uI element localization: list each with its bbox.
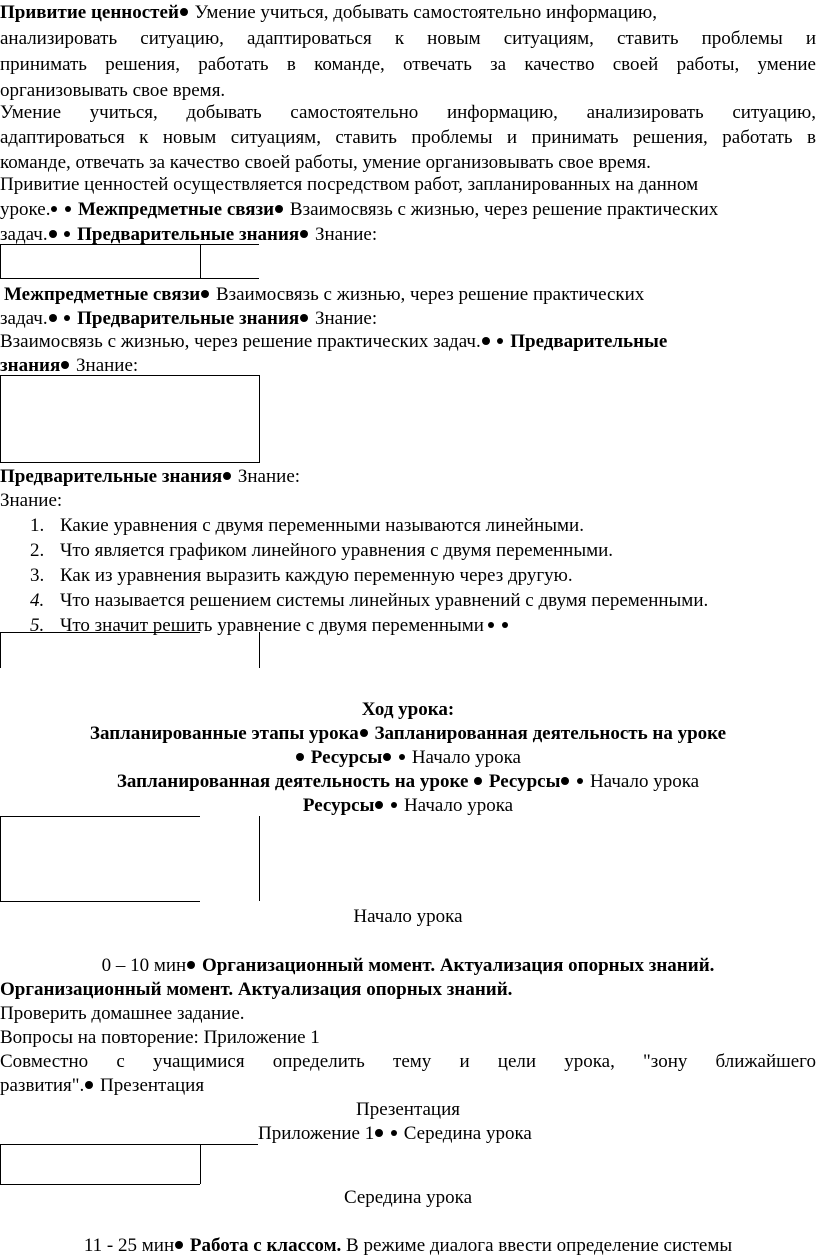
bullet-icon	[223, 472, 231, 480]
bullet-icon	[65, 206, 71, 212]
presentation-heading: Презентация	[355, 1099, 461, 1120]
bullet-icon	[64, 231, 70, 237]
item-text: Как из уравнения выразить каждую переменную через другую.	[60, 565, 573, 586]
bullet-icon	[482, 337, 490, 345]
stage2-heading	[0, 1233, 816, 1259]
list-item	[30, 588, 708, 613]
table-line	[0, 1144, 258, 1145]
table-line	[0, 1144, 1, 1184]
stage1-heading	[0, 953, 816, 979]
table-line	[0, 901, 200, 902]
p4-text-2a: задач.	[0, 308, 48, 329]
resources-label: Ресурсы	[310, 747, 383, 768]
table-line	[0, 244, 259, 245]
activity-label: Запланированная деятельность на уроке	[374, 723, 727, 744]
p1-line-1	[0, 0, 816, 26]
list-item	[30, 563, 708, 588]
table-line	[200, 1144, 201, 1184]
bullet-icon	[51, 206, 57, 212]
p6-line-2: Знание:	[0, 490, 63, 511]
table-line	[200, 244, 201, 278]
prior-knowledge-label: Предварительные знания	[0, 466, 223, 487]
course-row-3	[0, 769, 816, 795]
p3-text-2a: уроке.	[0, 199, 51, 220]
lesson-start-text: Начало урока	[403, 795, 514, 816]
p2-line-1: Умение учиться, добывать самостоятельно информацию, анализировать ситуацию,	[0, 102, 816, 123]
p5-text-1a: Взаимосвязь с жизнью, через решение практических задач.	[0, 331, 481, 352]
course-title-text: Ход урока:	[361, 699, 455, 720]
bullet-icon	[180, 8, 188, 16]
bullet-icon	[175, 1241, 183, 1249]
bullet-icon	[577, 778, 583, 784]
bullet-icon	[49, 314, 57, 322]
p3-text-3a: задач.	[0, 224, 48, 245]
table-line	[0, 632, 1, 668]
bullet-icon	[488, 622, 494, 628]
p3-line-1: Привитие ценностей осуществляется посредством работ, запланированных на данном	[0, 174, 699, 195]
activity-label: Запланированная деятельность на уроке	[116, 771, 469, 792]
prior-knowledge-label: Предварительные знания	[77, 224, 300, 245]
lesson-start-text: Начало урока	[411, 747, 521, 768]
p3-line-2	[0, 197, 816, 223]
lesson-start-heading: Начало урока	[353, 906, 463, 927]
values-label: Привитие ценностей	[0, 2, 179, 23]
table-line	[0, 632, 200, 633]
bullet-icon	[375, 1129, 383, 1137]
table-line	[0, 816, 1, 901]
stage2-text: В режиме диалога ввести определение системы	[346, 1235, 733, 1256]
bullet-icon	[474, 777, 482, 785]
lesson-start-text: Начало урока	[589, 771, 700, 792]
course-title	[0, 697, 816, 723]
course-row-2	[0, 745, 816, 771]
bullet-icon	[49, 230, 57, 238]
item-number: 1.	[30, 515, 45, 536]
p4-text-2b: Знание:	[314, 308, 378, 329]
interdisciplinary-label: Межпредметные связи	[77, 199, 275, 220]
item-text: Что значит решить уравнение с двумя переменными	[60, 615, 484, 636]
stage2-time: 11 - 25 мин	[83, 1235, 175, 1256]
p3-text-3b: Знание:	[314, 224, 378, 245]
p1-line-4: организовывать свое время.	[0, 80, 226, 101]
list-item	[30, 513, 708, 538]
bullet-icon	[391, 1130, 397, 1136]
item-number: 5.	[30, 615, 45, 636]
stage1-line-1: Проверить домашнее задание.	[0, 1003, 245, 1024]
bullet-icon	[383, 753, 391, 761]
table-line	[0, 278, 259, 279]
stage1-text-4a: развития".	[0, 1075, 85, 1096]
item-number: 4.	[30, 590, 45, 611]
bullet-icon	[300, 314, 308, 322]
knowledge-label: знания	[0, 355, 61, 376]
bullet-icon	[61, 361, 69, 369]
appendix-text: Приложение 1	[258, 1123, 375, 1144]
bullet-icon	[399, 754, 405, 760]
p2-line-2: адаптироваться к новым ситуациям, ставить проблемы и принимать решения, работать в	[0, 127, 816, 148]
resources-label: Ресурсы	[302, 795, 375, 816]
bullet-icon	[391, 802, 397, 808]
bullet-icon	[502, 622, 508, 628]
bullet-icon	[497, 338, 503, 344]
list-item	[30, 613, 708, 638]
p3-text-2b: Взаимосвязь с жизнью, через решение практических	[289, 199, 719, 220]
prior-knowledge-label: Предварительные знания	[77, 308, 300, 329]
p2-line-3: команде, отвечать за качество своей работы, умение организовывать свое время.	[0, 152, 651, 173]
bullet-icon	[85, 1081, 93, 1089]
p6-line-1	[0, 464, 816, 490]
presentation-text: Презентация	[100, 1075, 205, 1096]
stage1-line-3: Совместно с учащимися определить тему и цели урока, "зону ближайшего	[0, 1051, 816, 1072]
bullet-icon	[300, 230, 308, 238]
bullet-icon	[375, 801, 383, 809]
bullet-icon	[360, 729, 368, 737]
table-line	[0, 244, 1, 278]
stage1-title-repeat	[0, 977, 816, 1003]
p5-line-1	[0, 329, 816, 355]
table-line	[259, 632, 260, 668]
p4-line-1	[4, 282, 816, 308]
stage1-line-6	[258, 1121, 816, 1147]
bullet-icon	[296, 753, 304, 761]
table-cell	[0, 375, 260, 463]
lesson-middle-text: Середина урока	[403, 1123, 532, 1144]
bullet-icon	[64, 315, 70, 321]
item-number: 3.	[30, 565, 45, 586]
p4-text-1b: Взаимосвязь с жизнью, через решение практических	[215, 284, 645, 305]
p1-text-1: Умение учиться, добывать самостоятельно информацию,	[194, 2, 657, 23]
list-item	[30, 538, 708, 563]
question-list	[30, 513, 708, 638]
lesson-middle-heading: Середина урока	[343, 1187, 473, 1208]
stage1-title-2: Организационный момент. Актуализация опорных знаний.	[0, 979, 513, 1000]
bullet-icon	[187, 961, 195, 969]
stage1-title: Организационный момент. Актуализация опорных знаний.	[201, 955, 715, 976]
item-number: 2.	[30, 540, 45, 561]
bullet-icon	[275, 205, 283, 213]
prior-knowledge-label: Предварительные	[510, 331, 668, 352]
stages-label: Запланированные этапы урока	[89, 723, 359, 744]
item-text: Что называется решением системы линейных уравнений с двумя переменными.	[60, 590, 709, 611]
stage2-title: Работа с классом.	[189, 1235, 342, 1256]
p1-line-3: принимать решения, работать в команде, отвечать за качество своей работы, умение	[0, 54, 816, 75]
stage1-line-4	[0, 1073, 816, 1099]
bullet-icon	[561, 777, 569, 785]
p1-line-2: анализировать ситуацию, адаптироваться к новым ситуациям, ставить проблемы и	[0, 28, 816, 49]
p6-text-1b: Знание:	[237, 466, 301, 487]
table-line	[0, 816, 200, 817]
resources-label: Ресурсы	[488, 771, 561, 792]
p5-text-2b: Знание:	[76, 355, 139, 376]
course-row-1	[0, 721, 816, 747]
interdisciplinary-label: Межпредметные связи	[4, 284, 201, 305]
stage1-time: 0 – 10 мин	[101, 955, 187, 976]
stage1-line-2: Вопросы на повторение: Приложение 1	[0, 1027, 320, 1048]
bullet-icon	[201, 290, 209, 298]
item-text: Что является графиком линейного уравнения с двумя переменными.	[60, 540, 614, 561]
item-text: Какие уравнения с двумя переменными называются линейными.	[60, 515, 584, 536]
table-line	[259, 816, 260, 901]
